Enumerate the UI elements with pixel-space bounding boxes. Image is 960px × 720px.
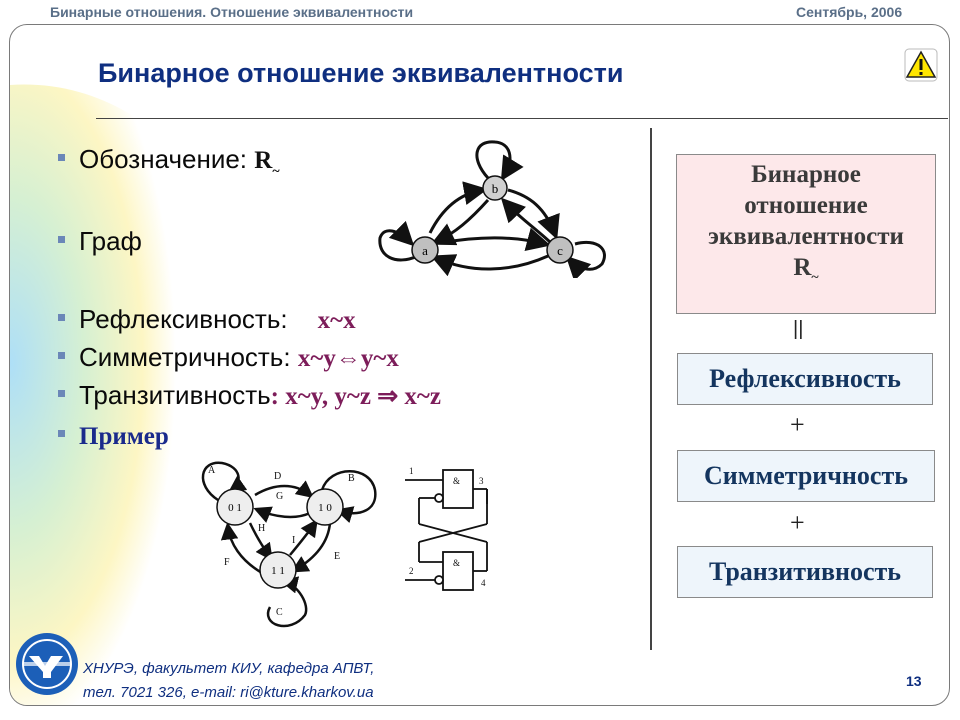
transitive-formula-left: x~y, y~z — [279, 383, 378, 410]
bullet-reflexive — [58, 304, 356, 335]
reflexive-formula: x~x — [317, 307, 356, 334]
transitive-formula-right: x~z — [398, 383, 442, 410]
title-divider — [96, 118, 948, 119]
bullet-graph — [58, 226, 142, 257]
state-graph — [190, 455, 390, 630]
state-label-h: H — [258, 523, 266, 534]
state-label-d: D — [274, 471, 282, 482]
state-node-11-label: 1 1 — [271, 565, 285, 577]
transitive-label: Транзитивность — [79, 380, 271, 410]
state-node-01-label: 0 1 — [228, 502, 242, 514]
reflexive-label: Рефлексивность: — [79, 304, 288, 334]
state-label-f: F — [224, 557, 230, 568]
bullet-marker — [58, 430, 65, 437]
bullet-symmetric — [58, 342, 399, 373]
header-left-title: Бинарные отношения. Отношение эквивалентности — [50, 4, 414, 20]
symmetric-box: Симметричность — [677, 450, 935, 502]
definition-line2: отношение — [744, 192, 868, 219]
graph-node-c-label: c — [557, 243, 563, 258]
state-label-b: B — [348, 473, 355, 484]
footer-line1: ХНУРЭ, факультет КИУ, кафедра АПВТ, — [83, 660, 375, 677]
bullet-marker — [58, 154, 65, 161]
pin-3-label: 3 — [479, 476, 484, 486]
transitive-colon: : — [270, 383, 279, 410]
transitive-box: Транзитивность — [677, 546, 933, 598]
state-label-i: I — [292, 535, 296, 546]
bullet-marker — [58, 352, 65, 359]
reflexive-box: Рефлексивность — [677, 353, 933, 405]
graph-node-b-label: b — [491, 181, 499, 196]
definition-subscript: ~ — [811, 270, 819, 285]
bullet-transitive — [58, 380, 441, 411]
symmetric-arrow: ⇔ — [335, 345, 361, 372]
pin-2-label: 2 — [409, 566, 414, 576]
header-date: Сентябрь, 2006 — [796, 4, 903, 20]
equals-sign: || — [793, 318, 804, 340]
graph-node-a-label: a — [422, 243, 428, 258]
definition-symbol-row — [677, 252, 935, 287]
notation-symbol: R — [254, 147, 273, 174]
definition-line1: Бинарное — [751, 161, 861, 188]
slide-title: Бинарное отношение эквивалентности — [98, 58, 624, 88]
state-graph-edges — [203, 463, 375, 626]
bullet-marker — [58, 390, 65, 397]
example-label: Пример — [79, 423, 169, 450]
definition-line3: эквивалентности — [708, 223, 904, 250]
plus-sign-1: + — [790, 410, 805, 439]
graph-label: Граф — [79, 226, 142, 256]
symmetric-label: Симметричность: — [79, 342, 298, 372]
state-label-c: C — [276, 607, 283, 618]
definition-symbol: R — [793, 254, 812, 281]
notation-label: Обозначение: — [79, 144, 255, 174]
column-divider — [650, 128, 652, 650]
symmetric-formula-right: y~x — [360, 345, 399, 372]
footer-line2: тел. 7021 326, e-mail: ri@kture.kharkov.ua — [83, 684, 374, 701]
bullet-marker — [58, 314, 65, 321]
university-logo — [15, 632, 79, 696]
pin-1-label: 1 — [409, 466, 414, 476]
pin-4-label: 4 — [481, 578, 486, 588]
definition-box — [676, 154, 936, 314]
warning-icon[interactable] — [904, 48, 938, 82]
upper-gate-symbol: & — [453, 476, 461, 486]
state-node-10-label: 1 0 — [318, 502, 332, 514]
equivalence-graph — [370, 138, 620, 278]
page-number: 13 — [906, 673, 922, 689]
notation-subscript: ~ — [272, 164, 280, 179]
bullet-marker — [58, 236, 65, 243]
bullet-notation — [58, 144, 280, 179]
symmetric-formula-left: x~y — [297, 345, 336, 372]
rs-latch-circuit — [405, 462, 505, 607]
state-label-e: E — [334, 551, 341, 562]
plus-sign-2: + — [790, 508, 805, 537]
lower-gate-symbol: & — [453, 558, 461, 568]
bullet-example — [58, 420, 169, 451]
transitive-arrow: ⇒ — [377, 383, 399, 410]
state-label-a: A — [208, 465, 216, 476]
state-label-g: G — [276, 491, 284, 502]
